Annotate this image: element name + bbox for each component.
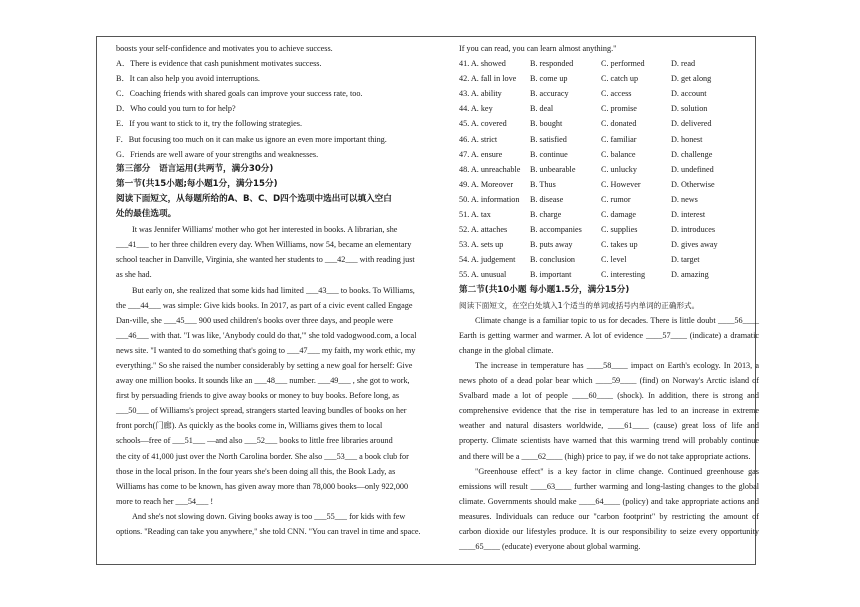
option-d: D．Who could you turn to for help? — [116, 104, 236, 114]
option-row — [459, 207, 759, 222]
left-column — [116, 41, 446, 539]
option-e: E．If you want to stick to it, try the following strategies. — [116, 119, 303, 129]
option-cell: 43. A. ability — [459, 89, 502, 99]
passage-line: It was Jennifer Williams' mother who got her interested in books. A librarian, she — [132, 225, 398, 235]
passage-line: school teacher in Danville, Virginia, she wanted her students to ___42___ with reading just — [116, 255, 415, 265]
option-cell: B. puts away — [530, 240, 573, 250]
option-cell: B. conclusion — [530, 255, 576, 265]
passage-line: ___50___ of Williams's project spread, strangers started leaving bundles of books on her — [116, 406, 407, 416]
passage-line: Williams has come to be known, has given away more than 78,000 books—only 922,000 — [116, 481, 409, 491]
passage-line: away one million books. It sounds like an ___48___ number. ___49___ , she got to work, — [116, 376, 410, 386]
passage-end-line: If you can read, you can learn almost anything." — [459, 44, 617, 53]
option-cell: D. read — [671, 59, 696, 69]
option-row — [459, 222, 759, 237]
option-row — [459, 147, 759, 162]
option-cell: 52. A. attaches — [459, 225, 508, 235]
passage-line: those in the local prison. In the four years she's been doing all this, the Book Lady, as — [116, 466, 396, 476]
option-row — [459, 162, 759, 177]
option-cell: 51. A. tax — [459, 210, 491, 220]
option-cell: D. interest — [671, 210, 706, 220]
option-cell: 53. A. sets up — [459, 240, 504, 250]
option-row — [459, 71, 759, 86]
option-cell: 48. A. unreachable — [459, 164, 521, 174]
option-cell: D. Otherwise — [671, 179, 715, 189]
instruction-line-2: 处的最佳选项。 — [116, 209, 177, 220]
option-cell: D. gives away — [671, 240, 718, 250]
passage-line: Dan-ville, she ___45___ 900 used children's books over three days, and people were — [116, 315, 394, 325]
option-cell: C. performed — [601, 59, 645, 69]
option-cell: C. catch up — [601, 74, 639, 84]
paragraph-1: Climate change is a familiar topic to us for decades. There is little doubt ____56____ Earth is getting warmer and warmer. A lot of evidence ____57____ (indicate) a dramatic change in the global climate. — [459, 315, 759, 355]
option-cell: C. interesting — [601, 270, 646, 280]
option-cell: C. familiar — [601, 134, 637, 144]
option-cell: D. challenge — [671, 149, 713, 159]
option-cell: B. responded — [530, 59, 574, 69]
option-cell: B. deal — [530, 104, 554, 114]
option-cell: B. important — [530, 270, 572, 280]
option-cell: B. come up — [530, 74, 568, 84]
option-row — [459, 192, 759, 207]
option-cell: B. Thus — [530, 179, 556, 189]
option-b: B．It can also help you avoid interruptions. — [116, 74, 260, 84]
option-row — [459, 56, 759, 71]
option-cell: D. undefined — [671, 164, 714, 174]
option-g: G．Friends are well aware of your strengths and weaknesses. — [116, 149, 319, 159]
option-cell: B. accompanies — [530, 225, 582, 235]
option-cell: 55. A. unusual — [459, 270, 507, 280]
option-cell: D. solution — [671, 104, 708, 114]
option-cell: C. unlucky — [601, 164, 637, 174]
option-cell: B. accuracy — [530, 89, 569, 99]
option-cell: B. satisfied — [530, 134, 567, 144]
option-row — [459, 86, 759, 101]
passage-line: the ___44___ was simple: Give kids books. In 2017, as part of a civic event called Engage — [116, 300, 413, 310]
option-cell: 42. A. fall in love — [459, 74, 517, 84]
option-a: A．There is evidence that cash punishment motivates success. — [116, 59, 322, 69]
section1-title: 第一节(共15小题;每小题1分，满分15分) — [116, 178, 278, 189]
section2-instruction: 阅读下面短文，在空白处填入1个适当的单词或括号内单词的正确形式。 — [459, 300, 700, 310]
passage-line: options. "Reading can take you anywhere," she told CNN. "You can travel in time and space. — [116, 527, 421, 536]
option-c: C．Coaching friends with shared goals can improve your success rate, too. — [116, 89, 363, 99]
option-cell: D. account — [671, 89, 707, 99]
option-cell: 45. A. covered — [459, 119, 507, 129]
option-row — [459, 116, 759, 131]
option-cell: C. level — [601, 255, 627, 265]
option-cell: 46. A. strict — [459, 134, 498, 144]
option-cell: C. takes up — [601, 240, 638, 250]
option-cell: D. get along — [671, 74, 712, 84]
option-cell: 41. A. showed — [459, 59, 506, 69]
paragraph-3: "Greenhouse effect" is a key factor in clime change. Continued greenhouse gas emissions will result ____63____ further warming and long-lasting changes to the global climate. Governments should make ____64____ (policy) and take appropriate actions and measures. Individuals can reduce our "carbon footprint" by restricting the amount of carbon dioxide our lifestyles produce. It is our responsibility to seize every opportunity ____65____ (educate) everyone about global warming. — [459, 466, 759, 552]
options-table — [459, 56, 759, 282]
passage-line: first by persuading friends to give away books or money to buy books. Before long, as — [116, 391, 400, 401]
passage-line: But early on, she realized that some kids had limited ___43___ to books. To Williams, — [132, 285, 415, 295]
passage-line: ___46___ with that. "I was like, 'Anybody could do that,'" she told vadogwood.com, a local — [116, 330, 417, 340]
option-cell: 50. A. information — [459, 194, 520, 204]
passage-line: And she's not slowing down. Giving books away is too ___55___ for kids with few — [132, 511, 406, 521]
passage-line: front porch(门廊). As quickly as the books come in, Williams gives them to local — [116, 421, 383, 431]
option-cell: D. honest — [671, 134, 703, 144]
option-row — [459, 267, 759, 282]
option-cell: B. disease — [530, 194, 564, 204]
option-cell: D. delivered — [671, 119, 712, 129]
passage-line: as she had. — [116, 270, 152, 280]
option-cell: D. introduces — [671, 225, 716, 235]
option-cell: D. news — [671, 194, 698, 204]
option-cell: C. access — [601, 89, 632, 99]
option-cell: C. promise — [601, 104, 637, 114]
intro-line-0: boosts your self-confidence and motivates you to achieve success. — [116, 44, 333, 53]
passage-line: more to reach her ___54___ ! — [116, 496, 214, 506]
option-cell: 54. A. judgement — [459, 255, 516, 265]
part3-title: 第三部分 语言运用(共两节，满分30分) — [116, 163, 274, 174]
option-cell: B. bought — [530, 119, 563, 129]
passage-line: everything." So she raised the number considerably by setting a new goal for herself: Give — [116, 360, 413, 370]
option-cell: D. target — [671, 255, 700, 265]
option-cell: B. continue — [530, 149, 568, 159]
option-row — [459, 132, 759, 147]
option-cell: C. donated — [601, 119, 637, 129]
option-row — [459, 177, 759, 192]
option-cell: C. damage — [601, 210, 637, 220]
option-cell: C. However — [601, 179, 641, 189]
option-cell: B. unbearable — [530, 164, 576, 174]
passage-line: schools—free of ___51___ —and also ___52___ books to little free libraries around — [116, 436, 393, 446]
right-column — [459, 41, 759, 554]
option-cell: 49. A. Moreover — [459, 179, 514, 189]
paragraph-2: The increase in temperature has ____58____ impact on Earth's ecology. In 2013, a news photo of a dead polar bear which ____59____ (find) on Norway's Arctic island of Svalbard made a lot of people ____60____ (shock). In addition, there is strong and comprehensive evidence that the rise in temperature has led to an increase in extreme weather and natural disasters worldwide, ____61____ (cause) great loss of life and property. Climate scientists have warned that this warming trend will probably continue and there will be a ____62____ (high) price to pay, if we do not take appropriate actions. — [459, 360, 759, 461]
option-f: F．But focusing too much on it can make us ignore an even more important thing. — [116, 134, 387, 144]
instruction-line-1: 阅读下面短文，从每题所给的A、B、C、D四个选项中选出可以填入空白 — [116, 193, 392, 204]
option-row — [459, 237, 759, 252]
passage-line: news site. "I wanted to do something that's going to ___47___ my faith, my work ethic, my — [116, 345, 416, 355]
option-cell: C. balance — [601, 149, 636, 159]
option-cell: 44. A. key — [459, 104, 493, 114]
option-cell: C. rumor — [601, 194, 631, 204]
option-row — [459, 101, 759, 116]
option-cell: B. charge — [530, 210, 562, 220]
option-cell: 47. A. ensure — [459, 149, 503, 159]
option-cell: D. amazing — [671, 270, 709, 280]
passage-line: ___41___ to her three children every day. When Williams, now 54, became an elementary — [116, 240, 412, 250]
passage-line: the city of 41,000 just over the North Carolina border. She also ___53___ a book club for — [116, 451, 409, 461]
section2-title: 第二节(共10小题 每小题1.5分，满分15分) — [459, 284, 630, 295]
option-cell: C. supplies — [601, 225, 638, 235]
option-row — [459, 252, 759, 267]
